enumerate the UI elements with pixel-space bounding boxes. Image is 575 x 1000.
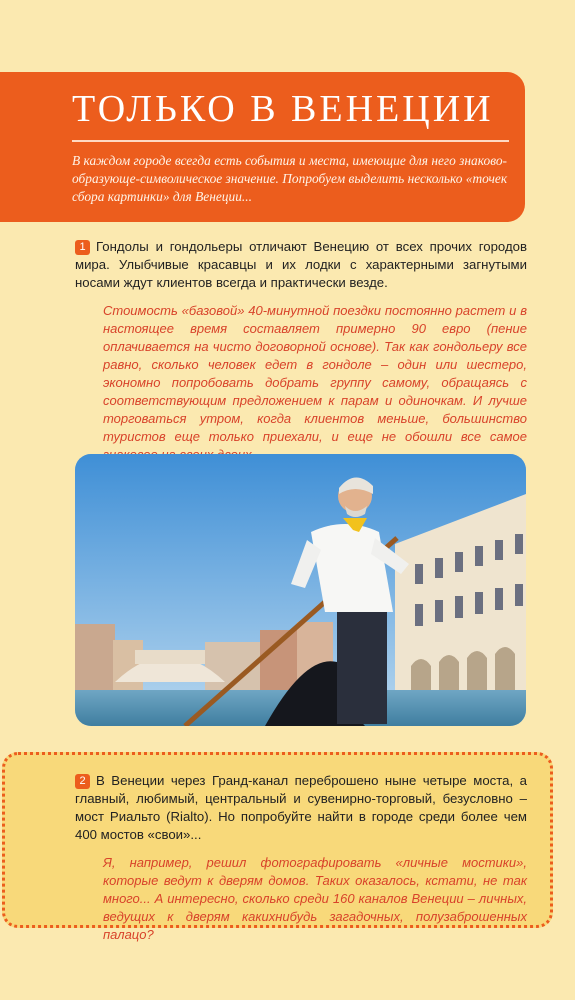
title-rule [72,140,509,142]
section-2-body: В Венеции через Гранд-канал переброшено ныне четыре моста, а главный, любимый, центральный и сувенирно-торговый, безусловно – мост Риальто (Rialto). Но попробуйте найти в городе среди более чем 400 мостов «свои»... [75,773,527,842]
section-1-quote: Стоимость «базовой» 40-минутной поездки постоянно растет и в настоящее время составляет примерно 90 евро (пение оплачивается на чисто договорной основе). Так как гондольеру все равно, сколько человек едет в гондоле – один или шестеро, экономно попробовать добрать группу самому, обращаясь с соответствующим предложением к парам и одиночкам. И лучше торговаться утром, когда клиентов меньше, большинство туристов еще только приехали, и еще не обошли все самое [103,303,527,444]
section-2-number: 2 [75,774,90,789]
chapter-header [0,72,525,222]
chapter-title: ТОЛЬКО В ВЕНЕЦИИ [72,88,494,130]
chapter-intro: В каждом городе всегда есть события и места, имеющие для него знаково-образующе-символическое значение. Попробуем выделить несколько «точек сбора картинки» для Венеции... [72,153,508,204]
section-2-text [75,772,527,844]
section-1-text [75,238,527,292]
gondolier-photo [75,454,526,726]
section-1-number: 1 [75,240,90,255]
section-1-body: Гондолы и гондольеры отличают Венецию от всех прочих городов мира. Улыбчивые красавцы и их лодки с характерными загнутыми носами ждут клиентов всегда и практически везде. [75,239,527,290]
section-2-quote: Я, например, решил фотографировать «личные мостики», которые ведут к дверям домов. Таких оказалось, кстати, не так много... А интересно, сколько среди 160 каналов Венеции – личных, ведущих к дверям какихнибудь загадочных, полузаброшенных палацо? [103,855,527,942]
